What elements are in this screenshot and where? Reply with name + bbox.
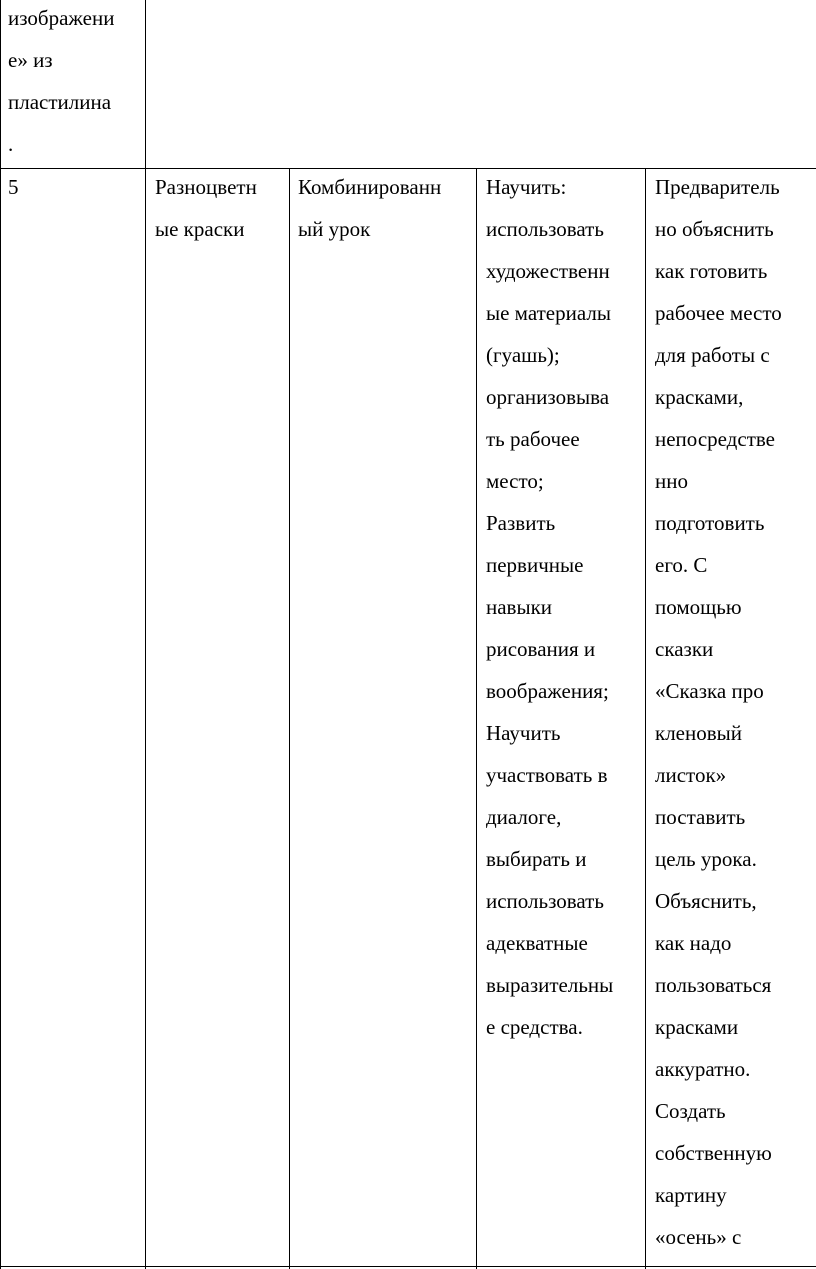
table-left-border [0, 0, 1, 1269]
cell-line: участвовать в [486, 763, 608, 787]
cell-line: адекватные [486, 931, 588, 955]
cell-line: Объяснить, [655, 889, 757, 913]
cell-line: Создать [655, 1099, 726, 1123]
prev-row-col1-cell [8, 0, 114, 165]
cell-line: «осень» с [655, 1225, 742, 1249]
cell-line: Комбинированн [298, 175, 442, 199]
cell-line: как готовить [655, 259, 768, 283]
cell-line: е средства. [486, 1015, 583, 1039]
cell-line: как надо [655, 931, 732, 955]
cell-line: его. С [655, 553, 708, 577]
cell-line: Научить [486, 721, 561, 745]
cell-line: рисования и [486, 637, 596, 661]
cell-line: для работы с [655, 343, 770, 367]
cell-line: «Сказка про [655, 679, 764, 703]
cell-line: (гуашь); [486, 343, 560, 367]
cell-line: цель урока. [655, 847, 757, 871]
cell-line: ые краски [155, 217, 245, 241]
table-column-divider-1 [145, 0, 146, 1269]
cell-line: картину [655, 1183, 727, 1207]
cell-line: но объяснить [655, 217, 774, 241]
cell-line: выбирать и [486, 847, 587, 871]
table-column-divider-4 [645, 169, 646, 1269]
table-column-divider-2 [289, 169, 290, 1269]
cell-line: ть рабочее [486, 427, 580, 451]
cell-line: художественн [486, 259, 610, 283]
cell-line: пользоваться [655, 973, 772, 997]
cell-line: листок» [655, 763, 727, 787]
cell-line: рабочее место [655, 301, 782, 325]
cell-line: непосредстве [655, 427, 775, 451]
cell-line: навыки [486, 595, 553, 619]
cell-line: поставить [655, 805, 746, 829]
cell-line: подготовить [655, 511, 765, 535]
row-number-cell [8, 166, 19, 208]
cell-line: сказки [655, 637, 714, 661]
row-number: 5 [8, 175, 19, 199]
cell-line: е» из [8, 48, 53, 72]
cell-line: нно [655, 469, 688, 493]
cell-line: пластилина [8, 90, 112, 114]
cell-line: организовыва [486, 385, 610, 409]
cell-line: . [8, 132, 14, 156]
table-column-divider-3 [476, 169, 477, 1269]
cell-line: аккуратно. [655, 1057, 751, 1081]
cell-line: использовать [486, 217, 604, 241]
cell-line: собственную [655, 1141, 772, 1165]
teacher-activity-cell [655, 166, 782, 1258]
cell-line: изображени [8, 6, 115, 30]
table-bottom-border [0, 1266, 816, 1267]
cell-line: Разноцветн [155, 175, 257, 199]
goals-cell [486, 166, 613, 1048]
cell-line: Научить: [486, 175, 567, 199]
cell-line: первичные [486, 553, 584, 577]
cell-line: воображения; [486, 679, 609, 703]
cell-line: использовать [486, 889, 604, 913]
cell-line: красками [655, 1015, 739, 1039]
cell-line: кленовый [655, 721, 743, 745]
lesson-type-cell [298, 166, 441, 250]
cell-line: Развить [486, 511, 556, 535]
cell-line: выразительны [486, 973, 614, 997]
topic-cell [155, 166, 257, 250]
cell-line: диалоге, [486, 805, 562, 829]
cell-line: ый урок [298, 217, 371, 241]
cell-line: помощью [655, 595, 742, 619]
cell-line: ые материалы [486, 301, 611, 325]
cell-line: место; [486, 469, 544, 493]
cell-line: красками, [655, 385, 744, 409]
cell-line: Предваритель [655, 175, 780, 199]
